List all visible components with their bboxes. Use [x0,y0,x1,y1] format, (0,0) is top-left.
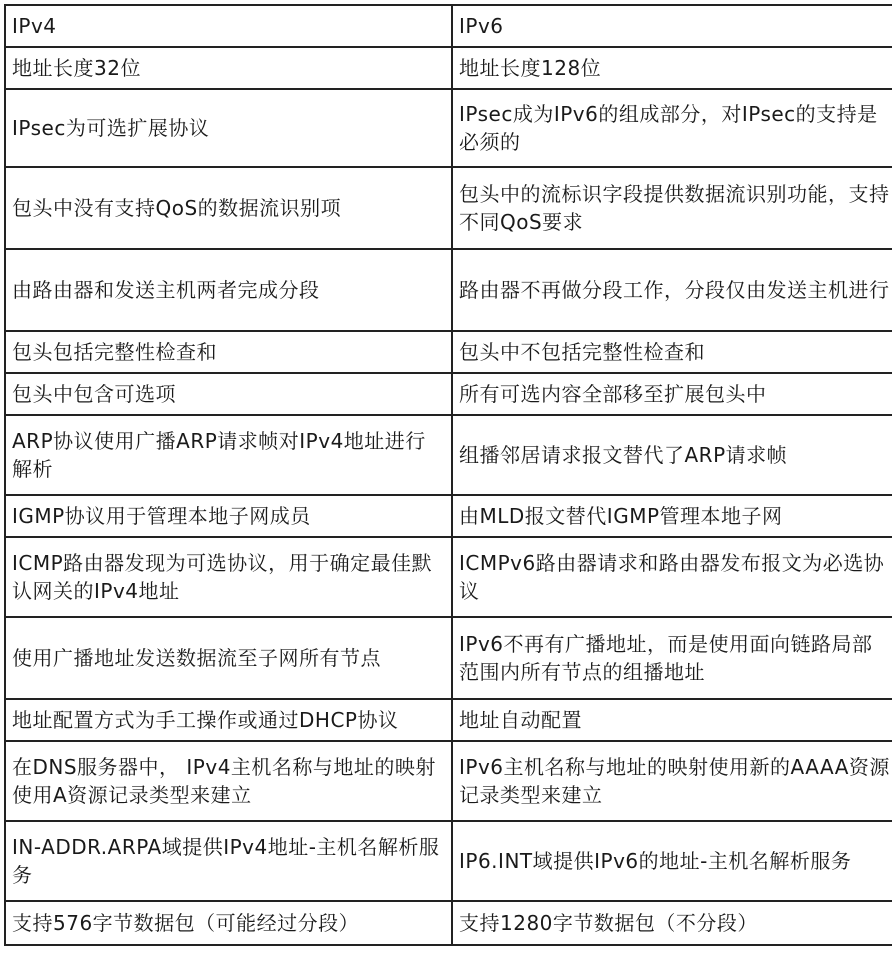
table-row [5,537,892,617]
cell-ipv6: 包头中的流标识字段提供数据流识别功能，支持不同QoS要求 [452,167,892,249]
cell-ipv4: IGMP协议用于管理本地子网成员 [5,495,452,537]
table-row [5,249,892,331]
header-ipv4: IPv4 [5,5,452,47]
table-row [5,373,892,415]
table-row [5,741,892,821]
cell-ipv4: IPsec为可选扩展协议 [5,89,452,167]
header-ipv6: IPv6 [452,5,892,47]
table-row [5,47,892,89]
cell-ipv4: 在DNS服务器中， IPv4主机名称与地址的映射使用A资源记录类型来建立 [5,741,452,821]
cell-ipv6: 路由器不再做分段工作，分段仅由发送主机进行 [452,249,892,331]
cell-ipv6: 组播邻居请求报文替代了ARP请求帧 [452,415,892,495]
table-row [5,415,892,495]
cell-ipv6: 所有可选内容全部移至扩展包头中 [452,373,892,415]
cell-ipv6: 由MLD报文替代IGMP管理本地子网 [452,495,892,537]
cell-ipv4: 使用广播地址发送数据流至子网所有节点 [5,617,452,699]
cell-ipv4: 包头中没有支持QoS的数据流识别项 [5,167,452,249]
table-row [5,89,892,167]
cell-ipv4: IN-ADDR.ARPA域提供IPv4地址-主机名解析服务 [5,821,452,901]
table-row [5,331,892,373]
cell-ipv6: IPsec成为IPv6的组成部分，对IPsec的支持是必须的 [452,89,892,167]
table-header-row [5,5,892,47]
cell-ipv4: 包头包括完整性检查和 [5,331,452,373]
cell-ipv4: ICMP路由器发现为可选协议，用于确定最佳默认网关的IPv4地址 [5,537,452,617]
table-row [5,901,892,945]
table-row [5,699,892,741]
cell-ipv6: ICMPv6路由器请求和路由器发布报文为必选协议 [452,537,892,617]
cell-ipv4: 地址配置方式为手工操作或通过DHCP协议 [5,699,452,741]
table-row [5,167,892,249]
ipv4-ipv6-comparison-table [4,4,892,946]
table-row [5,495,892,537]
cell-ipv6: 地址长度128位 [452,47,892,89]
cell-ipv6: IP6.INT域提供IPv6的地址-主机名解析服务 [452,821,892,901]
cell-ipv6: 地址自动配置 [452,699,892,741]
cell-ipv4: 由路由器和发送主机两者完成分段 [5,249,452,331]
cell-ipv6: IPv6不再有广播地址，而是使用面向链路局部范围内所有节点的组播地址 [452,617,892,699]
table-row [5,617,892,699]
table-row [5,821,892,901]
cell-ipv4: 包头中包含可选项 [5,373,452,415]
cell-ipv4: 地址长度32位 [5,47,452,89]
cell-ipv6: 支持1280字节数据包（不分段） [452,901,892,945]
cell-ipv6: 包头中不包括完整性检查和 [452,331,892,373]
cell-ipv4: 支持576字节数据包（可能经过分段） [5,901,452,945]
cell-ipv6: IPv6主机名称与地址的映射使用新的AAAA资源记录类型来建立 [452,741,892,821]
cell-ipv4: ARP协议使用广播ARP请求帧对IPv4地址进行解析 [5,415,452,495]
